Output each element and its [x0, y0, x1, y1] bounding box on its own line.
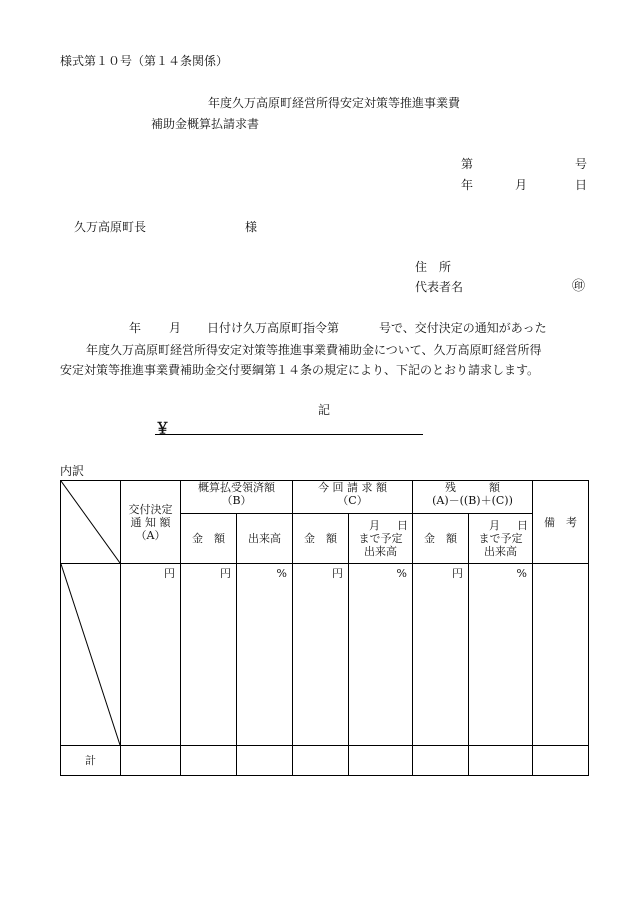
form-number: 様式第１０号（第１４条関係）	[60, 54, 229, 68]
sub-header-yotei-zan: 月 日 まで予定 出来高	[469, 514, 533, 564]
date-day: 日	[575, 178, 588, 192]
col-header-gaisan-received: 概算払受領済額 （B）	[181, 481, 293, 514]
cell-request-amount: 円	[293, 564, 349, 746]
sub-header-amount-c: 金 額	[293, 514, 349, 564]
body-line-2: 年度久万高原町経営所得安定対策等推進事業費補助金について、久万高原町経営所得	[86, 343, 542, 357]
total-biko	[533, 746, 589, 776]
amount-line	[155, 434, 423, 435]
cell-received-dekidaka: %	[237, 564, 293, 746]
seal-mark: ㊞	[572, 279, 586, 294]
body-notice: 号で、交付決定の通知があった	[379, 321, 547, 335]
sub-header-dekidaka-b: 出来高	[237, 514, 293, 564]
title-line-2: 補助金概算払請求書	[151, 117, 260, 131]
cell-remaining-amount: 円	[413, 564, 469, 746]
col-header-current-request: 今 回 請 求 額 （C）	[293, 481, 413, 514]
body-date-ref: 日付け久万高原町指令第	[207, 321, 340, 335]
sub-header-amount-b: 金 額	[181, 514, 237, 564]
doc-no-go: 号	[575, 157, 588, 171]
col-header-kofu-kettei: 交付決定 通 知 額 （A）	[121, 481, 181, 564]
cell-biko	[533, 564, 589, 746]
body-line-3: 安定対策等推進事業費補助金交付要綱第１４条の規定により、下記のとおり請求します。	[60, 363, 540, 377]
body-year: 年	[129, 321, 142, 335]
cell-request-dekidaka: %	[349, 564, 413, 746]
col-header-remaining: 残 額 (A)－((B)＋(C))	[413, 481, 533, 514]
body-month: 月	[169, 321, 182, 335]
doc-no-dai: 第	[461, 157, 474, 171]
addressee-name: 久万高原町長	[74, 220, 147, 234]
address-label: 住 所	[415, 260, 452, 274]
ki-heading: 記	[318, 403, 331, 417]
breakdown-table	[60, 480, 589, 776]
body-diagonal-cell	[61, 564, 121, 746]
date-year: 年	[461, 178, 474, 192]
total-request-dekidaka	[349, 746, 413, 776]
total-request-amount	[293, 746, 349, 776]
total-received-amount	[181, 746, 237, 776]
title-line-1: 年度久万高原町経営所得安定対策等推進事業費	[208, 96, 461, 110]
total-label: 計	[61, 746, 121, 776]
yen-symbol: ￥	[155, 419, 171, 437]
sub-header-yotei-c: 月 日 まで予定 出来高	[349, 514, 413, 564]
total-received-dekidaka	[237, 746, 293, 776]
addressee-sama: 様	[245, 220, 258, 234]
sub-header-amount-zan: 金 額	[413, 514, 469, 564]
header-diagonal-cell	[61, 481, 121, 564]
total-remaining-dekidaka	[469, 746, 533, 776]
breakdown-label: 内訳	[60, 464, 85, 478]
diagonal-line	[61, 481, 120, 563]
cell-kofu-amount: 円	[121, 564, 181, 746]
cell-remaining-dekidaka: %	[469, 564, 533, 746]
diagonal-line	[61, 564, 120, 745]
cell-received-amount: 円	[181, 564, 237, 746]
date-month: 月	[515, 178, 528, 192]
col-header-biko: 備 考	[533, 481, 589, 564]
representative-label: 代表者名	[415, 280, 464, 294]
total-remaining-amount	[413, 746, 469, 776]
total-kofu	[121, 746, 181, 776]
